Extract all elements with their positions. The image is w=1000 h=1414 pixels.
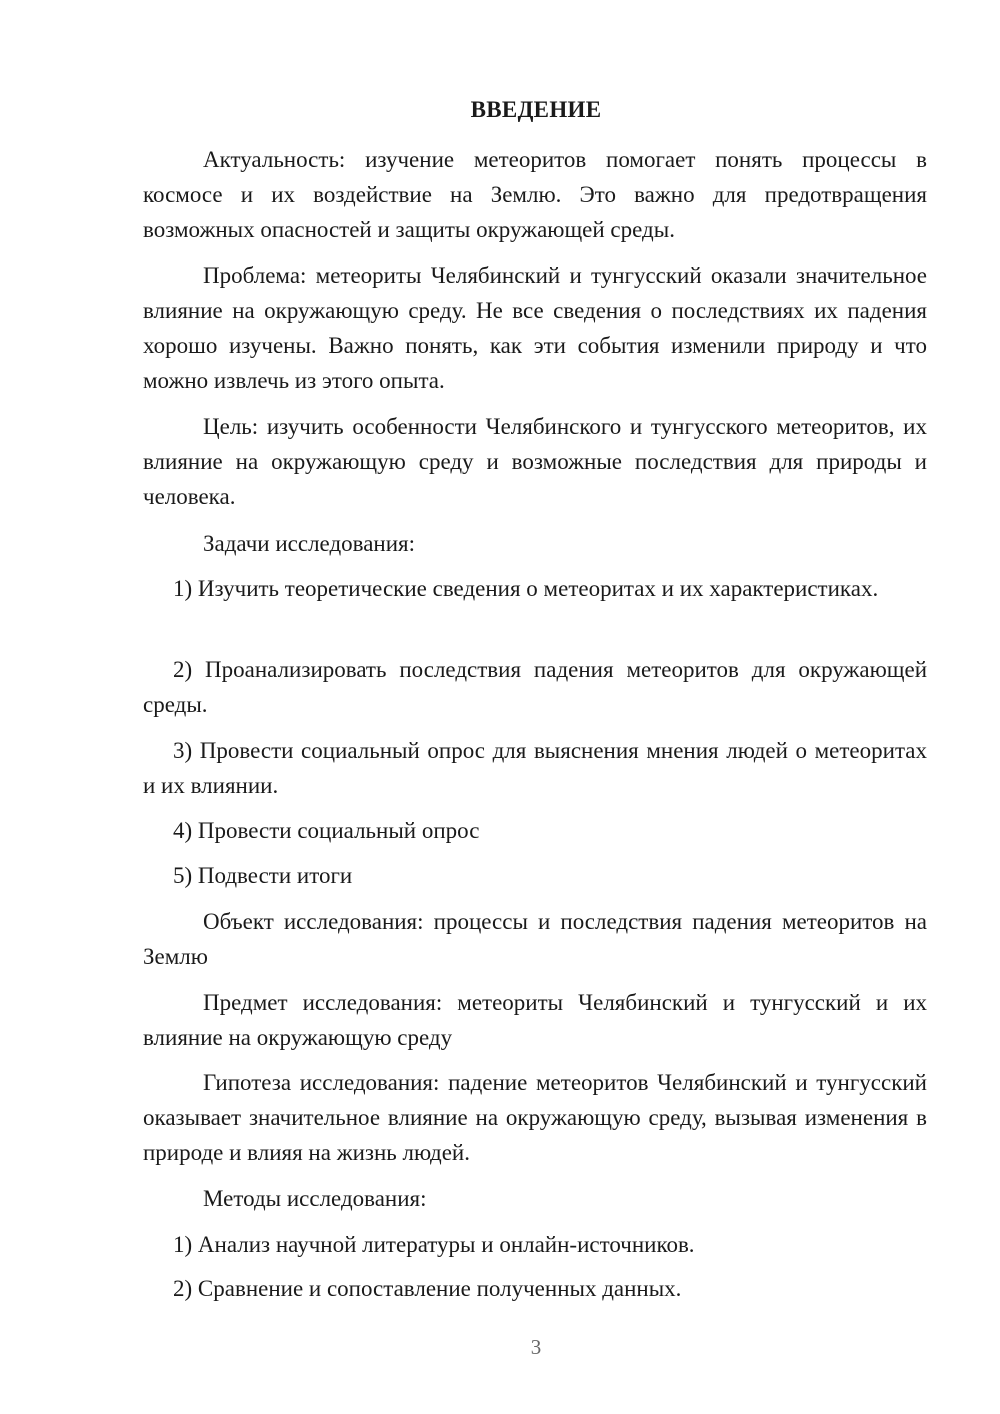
method-item-1: 1) Анализ научной литературы и онлайн-источников. [173,1232,695,1257]
goal-paragraph: Цель: изучить особенности Челябинского и тунгусского метеоритов, их влияние на окружающую среду и возможные последствия для природы и человека. [143,414,927,509]
research-object-paragraph: Объект исследования: процессы и последствия падения метеоритов на Землю [143,909,927,969]
method-item-2: 2) Сравнение и сопоставление полученных данных. [173,1276,682,1301]
task-item-1: 1) Изучить теоретические сведения о метеоритах и их характеристиках. [173,576,879,601]
hypothesis-paragraph: Гипотеза исследования: падение метеоритов Челябинский и тунгусский оказывает значительное влияние на окружающую среду, вызывая изменения в природе и влияя на жизнь людей. [143,1070,927,1165]
relevance-paragraph: Актуальность: изучение метеоритов помогает понять процессы в космосе и их воздействие на Землю. Это важно для предотвращения возможных опасностей и защиты окружающей среды. [143,147,927,242]
page-number: 3 [530,1335,542,1359]
task-item-3: 3) Провести социальный опрос для выяснения мнения людей о метеоритах и их влиянии. [143,738,927,798]
task-item-5: 5) Подвести итоги [173,863,353,888]
page-title: ВВЕДЕНИЕ [470,97,602,122]
task-item-4: 4) Провести социальный опрос [173,818,480,843]
task-item-2: 2) Проанализировать последствия падения метеоритов для окружающей среды. [143,657,927,717]
tasks-heading: Задачи исследования: [203,531,416,556]
problem-paragraph: Проблема: метеориты Челябинский и тунгусский оказали значительное влияние на окружающую среду. Не все сведения о последствиях их падения хорошо изучены. Важно понять, как эти события изменили природу и что можно извлечь из этого опыта. [143,263,927,393]
research-subject-paragraph: Предмет исследования: метеориты Челябинский и тунгусский и их влияние на окружающую среду [143,990,927,1050]
methods-heading: Методы исследования: [203,1186,427,1211]
